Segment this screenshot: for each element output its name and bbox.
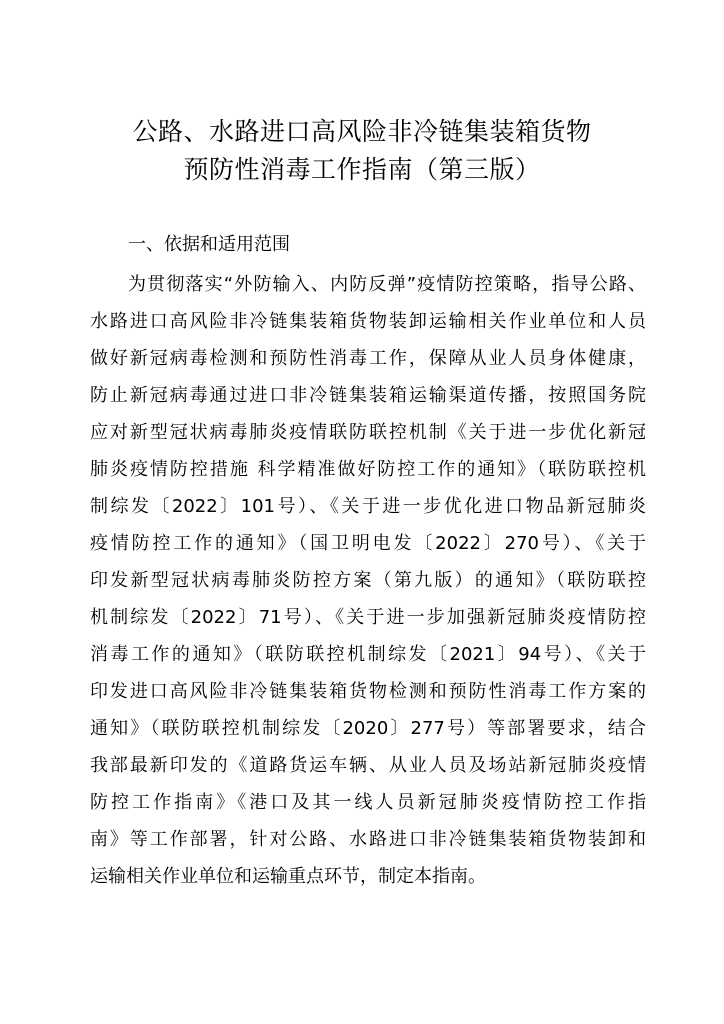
document-title-line-2: 预防性消毒工作指南（第三版） [183, 155, 541, 184]
paragraph-line: 消毒工作的通知》（联防联控机制综发〔2021〕94号）、《关于 [90, 644, 646, 665]
paragraph-line: 通知》（联防联控机制综发〔2020〕277号）等部署要求，结合 [90, 718, 646, 739]
document-title-line-1: 公路、水路进口高风险非冷链集装箱货物 [132, 117, 592, 146]
paragraph-line: 水路进口高风险非冷链集装箱货物装卸运输相关作业单位和人员 [90, 311, 646, 332]
section-heading: 一、依据和适用范围 [128, 234, 290, 255]
paragraph-line: 为贯彻落实“外防输入、内防反弹”疫情防控策略，指导公路、 [128, 274, 646, 295]
paragraph-line: 印发进口高风险非冷链集装箱货物检测和预防性消毒工作方案的 [90, 681, 646, 702]
paragraph-line: 我部最新印发的《道路货运车辆、从业人员及场站新冠肺炎疫情 [90, 755, 646, 776]
paragraph-line: 疫情防控工作的通知》（国卫明电发〔2022〕270号）、《关于 [90, 533, 646, 554]
paragraph-line: 印发新型冠状病毒肺炎防控方案（第九版）的通知》（联防联控 [90, 570, 646, 591]
paragraph-line: 南》等工作部署，针对公路、水路进口非冷链集装箱货物装卸和 [90, 829, 646, 850]
paragraph-line: 防控工作指南》《港口及其一线人员新冠肺炎疫情防控工作指 [90, 792, 646, 813]
paragraph-line: 肺炎疫情防控措施 科学精准做好防控工作的通知》（联防联控机 [90, 459, 646, 480]
paragraph-line: 制综发〔2022〕101号）、《关于进一步优化进口物品新冠肺炎 [90, 496, 646, 517]
paragraph-line: 运输相关作业单位和运输重点环节，制定本指南。 [90, 866, 486, 887]
paragraph-line: 机制综发〔2022〕71号）、《关于进一步加强新冠肺炎疫情防控 [90, 607, 646, 628]
paragraph-line: 应对新型冠状病毒肺炎疫情联防联控机制《关于进一步优化新冠 [90, 422, 646, 443]
paragraph-line: 防止新冠病毒通过进口非冷链集装箱运输渠道传播，按照国务院 [90, 385, 646, 406]
paragraph-line: 做好新冠病毒检测和预防性消毒工作，保障从业人员身体健康， [90, 348, 646, 369]
